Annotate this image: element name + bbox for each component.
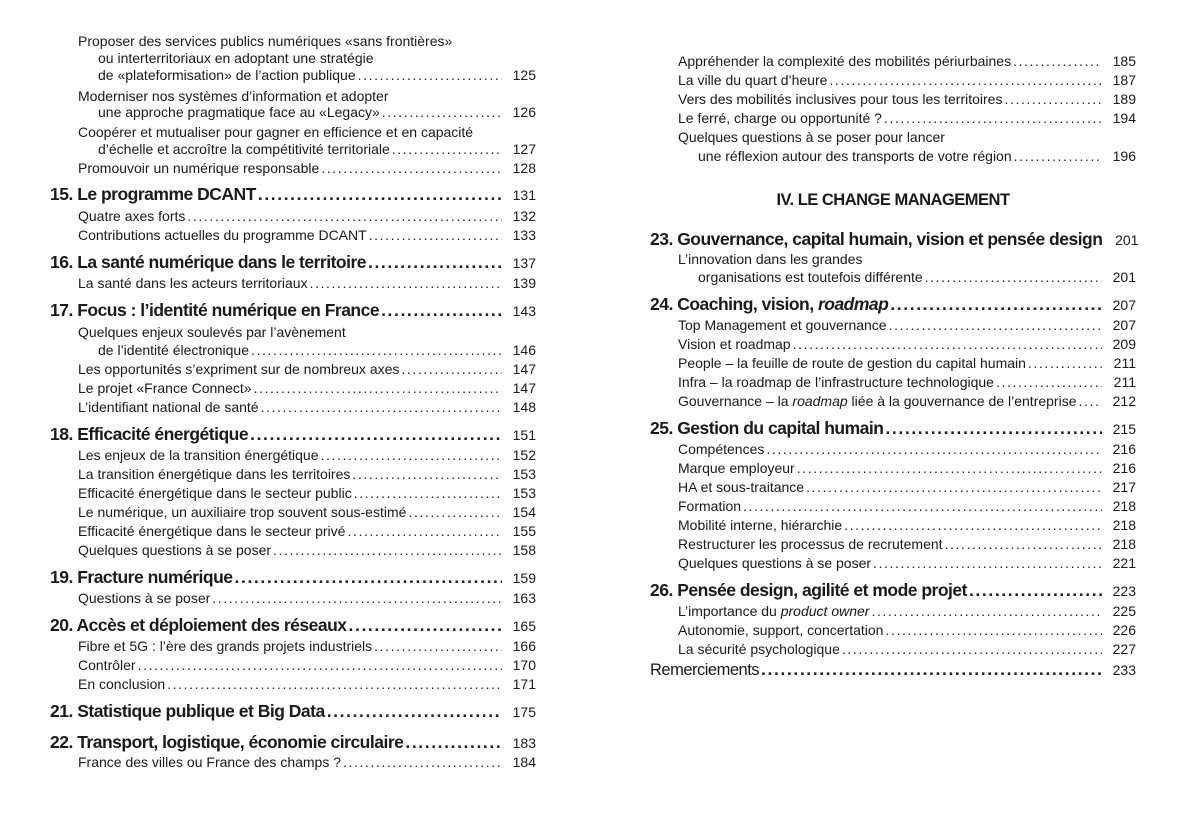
page-number: 209 xyxy=(1112,336,1136,352)
dot-leader xyxy=(343,755,502,769)
dot-leader xyxy=(890,296,1102,314)
toc-subentry[interactable] xyxy=(50,362,536,376)
entry-title: d’échelle et accroître la compétitivité territoriale xyxy=(98,141,390,157)
toc-entry-line: Proposer des services publics numériques «sans frontières» xyxy=(78,33,453,49)
dot-leader xyxy=(321,161,502,175)
entry-title: de l’identité électronique xyxy=(98,342,249,358)
entry-title: Le numérique, un auxiliaire trop souvent sous-estimé xyxy=(78,504,407,520)
page-number: 147 xyxy=(512,380,536,396)
page-number: 211 xyxy=(1113,355,1136,371)
entry-title: Formation xyxy=(678,498,742,514)
toc-chapter[interactable] xyxy=(650,582,1136,600)
dot-leader xyxy=(381,302,502,320)
dot-leader xyxy=(251,343,502,357)
dot-leader xyxy=(806,480,1102,494)
dot-leader xyxy=(401,362,502,376)
toc-subentry[interactable] xyxy=(650,149,1136,163)
toc-subentry[interactable] xyxy=(50,142,536,156)
toc-chapter[interactable] xyxy=(650,296,1136,314)
page-number: 196 xyxy=(1112,148,1136,164)
chapter-title: 21. Statistique publique et Big Data xyxy=(50,701,325,721)
chapter-title: 17. Focus : l’identité numérique en France xyxy=(50,300,380,320)
page-number: 132 xyxy=(512,208,536,224)
toc-chapter[interactable] xyxy=(650,420,1136,438)
toc-subentry[interactable] xyxy=(50,228,536,242)
page-number: 201 xyxy=(1112,269,1136,285)
section-title: IV. LE CHANGE MANAGEMENT xyxy=(776,191,1010,209)
toc-chapter[interactable] xyxy=(50,734,536,752)
toc-chapter[interactable] xyxy=(50,426,536,444)
entry-title: organisations est toutefois différente xyxy=(698,269,923,285)
dot-leader xyxy=(273,543,502,557)
page-number: 125 xyxy=(512,67,536,83)
entry-title: Fibre et 5G : l’ère des grands projets industriels xyxy=(78,638,373,654)
toc-subentry[interactable] xyxy=(650,318,1136,332)
dot-leader xyxy=(167,677,502,691)
entry-title: Vision et roadmap xyxy=(678,336,791,352)
toc-subentry[interactable] xyxy=(50,448,536,462)
page-number: 183 xyxy=(512,735,536,751)
page-number: 152 xyxy=(512,447,536,463)
page-number: 154 xyxy=(512,504,536,520)
toc-subentry[interactable] xyxy=(50,505,536,519)
page-number: 151 xyxy=(512,427,536,443)
entry-title: Efficacité énergétique dans le secteur privé xyxy=(78,523,346,539)
dot-leader xyxy=(354,486,502,500)
page-number: 221 xyxy=(1112,555,1136,571)
page-number: 216 xyxy=(1112,460,1136,476)
dot-leader xyxy=(873,556,1102,570)
entry-title: une approche pragmatique face au «Legacy» xyxy=(98,104,380,120)
dot-leader xyxy=(842,642,1102,656)
page-number: 185 xyxy=(1112,53,1136,69)
toc-chapter[interactable] xyxy=(50,186,536,204)
toc-entry-line: ou interterritoriaux en adoptant une stratégie xyxy=(98,50,374,66)
toc-subentry[interactable] xyxy=(50,591,536,605)
entry-title: Contrôler xyxy=(78,657,136,673)
toc-chapter[interactable] xyxy=(650,661,1136,679)
toc-subentry[interactable] xyxy=(650,337,1136,351)
dot-leader xyxy=(138,658,502,672)
dot-leader xyxy=(408,505,502,519)
page-number: 170 xyxy=(512,657,536,673)
chapter-title: 24. Coaching, vision, roadmap xyxy=(650,294,889,314)
toc-entry-line: Quelques questions à se poser pour lancer xyxy=(678,129,945,145)
page-number: 126 xyxy=(512,104,536,120)
entry-title: La sécurité psychologique xyxy=(678,641,840,657)
entry-title: Infra – la roadmap de l’infrastructure technologique xyxy=(678,374,994,390)
page-number: 155 xyxy=(512,523,536,539)
entry-title: People – la feuille de route de gestion du capital humain xyxy=(678,355,1026,371)
entry-title: Le ferré, charge ou opportunité ? xyxy=(678,110,882,126)
dot-leader xyxy=(945,537,1102,551)
toc-subentry[interactable] xyxy=(50,161,536,175)
dot-leader xyxy=(885,420,1102,438)
entry-title: La transition énergétique dans les territoires xyxy=(78,466,351,482)
page-number: 218 xyxy=(1112,498,1136,514)
dot-leader xyxy=(969,582,1102,600)
dot-leader xyxy=(258,186,502,204)
page-number: 146 xyxy=(512,342,536,358)
page-number: 227 xyxy=(1112,641,1136,657)
toc-subentry[interactable] xyxy=(650,111,1136,125)
page-number: 207 xyxy=(1112,297,1136,313)
toc-subentry[interactable] xyxy=(50,209,536,223)
page-number: 131 xyxy=(512,187,536,203)
page-number: 165 xyxy=(512,618,536,634)
page-number: 159 xyxy=(512,570,536,586)
toc-entry-line: Moderniser nos systèmes d’information et adopter xyxy=(78,88,389,104)
toc-subentry[interactable] xyxy=(50,486,536,500)
entry-title: Efficacité énergétique dans le secteur public xyxy=(78,485,352,501)
toc-subentry[interactable] xyxy=(50,381,536,395)
toc-entry-line: L’innovation dans les grandes xyxy=(678,251,863,267)
page-number: 184 xyxy=(512,754,536,770)
page-number: 158 xyxy=(512,542,536,558)
toc-subentry[interactable] xyxy=(650,375,1136,389)
page-number: 153 xyxy=(512,466,536,482)
toc-subentry[interactable] xyxy=(650,480,1136,494)
dot-leader xyxy=(368,254,502,272)
dot-leader xyxy=(187,209,502,223)
toc-subentry[interactable] xyxy=(50,467,536,481)
page-number: 226 xyxy=(1112,622,1136,638)
page-number: 163 xyxy=(512,590,536,606)
toc-subentry[interactable] xyxy=(50,105,536,119)
toc-subentry[interactable] xyxy=(50,524,536,538)
page-number: 225 xyxy=(1112,603,1136,619)
toc-subentry[interactable] xyxy=(650,537,1136,551)
dot-leader xyxy=(212,591,502,605)
entry-title: Questions à se poser xyxy=(78,590,211,606)
entry-title: de «plateformisation» de l’action publique xyxy=(98,67,356,83)
entry-title: Quelques questions à se poser xyxy=(78,542,272,558)
toc-chapter[interactable] xyxy=(50,569,536,587)
dot-leader xyxy=(889,318,1102,332)
dot-leader xyxy=(250,426,502,444)
entry-title: Contributions actuelles du programme DCANT xyxy=(78,227,367,243)
toc-subentry[interactable] xyxy=(650,499,1136,513)
chapter-title: 19. Fracture numérique xyxy=(50,567,233,587)
toc-subentry[interactable] xyxy=(650,604,1136,618)
page-number: 216 xyxy=(1112,441,1136,457)
entry-title: Vers des mobilités inclusives pour tous les territoires xyxy=(678,91,1003,107)
toc-subentry[interactable] xyxy=(650,270,1136,284)
page-number: 166 xyxy=(512,638,536,654)
page-number: 147 xyxy=(512,361,536,377)
page-number: 201 xyxy=(1115,232,1139,248)
dot-leader xyxy=(829,73,1102,87)
chapter-title: 23. Gouvernance, capital humain, vision et pensée design xyxy=(650,229,1103,249)
entry-title: France des villes ou France des champs ? xyxy=(78,754,342,770)
entry-title: Le projet «France Connect» xyxy=(78,380,252,396)
entry-title: Appréhender la complexité des mobilités périurbaines xyxy=(678,53,1012,69)
chapter-title: 20. Accès et déploiement des réseaux xyxy=(50,615,347,635)
chapter-title: 18. Efficacité énergétique xyxy=(50,424,249,444)
dot-leader xyxy=(884,111,1102,125)
entry-title: Autonomie, support, concertation xyxy=(678,622,884,638)
page-number: 133 xyxy=(512,227,536,243)
entry-title: Gouvernance – la roadmap liée à la gouvernance de l’entreprise xyxy=(678,393,1077,409)
toc-chapter[interactable] xyxy=(650,229,1139,249)
page-number: 207 xyxy=(1112,317,1136,333)
toc-chapter[interactable] xyxy=(50,703,536,721)
entry-title: Compétences xyxy=(678,441,765,457)
toc-subentry[interactable] xyxy=(50,400,536,414)
dot-leader xyxy=(349,617,502,635)
toc-subentry[interactable] xyxy=(650,394,1136,408)
dot-leader xyxy=(797,461,1102,475)
toc-subentry[interactable] xyxy=(650,54,1136,68)
page-number: 233 xyxy=(1112,662,1136,678)
chapter-title: 26. Pensée design, agilité et mode projet xyxy=(650,580,967,600)
dot-leader xyxy=(235,569,502,587)
toc-subentry[interactable] xyxy=(50,543,536,557)
chapter-title: 25. Gestion du capital humain xyxy=(650,418,884,438)
entry-title: Les opportunités s’expriment sur de nombreux axes xyxy=(78,361,400,377)
toc-subentry[interactable] xyxy=(650,356,1136,370)
dot-leader xyxy=(925,270,1102,284)
toc-subentry[interactable] xyxy=(650,442,1136,456)
toc-subentry[interactable] xyxy=(650,642,1136,656)
page-number: 217 xyxy=(1112,479,1136,495)
dot-leader xyxy=(358,68,502,82)
page-number: 187 xyxy=(1112,72,1136,88)
dot-leader xyxy=(761,661,1102,679)
entry-title: La ville du quart d’heure xyxy=(678,72,828,88)
page-number: 148 xyxy=(512,399,536,415)
entry-title: Top Management et gouvernance xyxy=(678,317,887,333)
entry-title: une réflexion autour des transports de votre région xyxy=(698,148,1012,164)
dot-leader xyxy=(405,734,502,752)
toc-subentry[interactable] xyxy=(50,276,536,290)
entry-title: Mobilité interne, hiérarchie xyxy=(678,517,843,533)
dot-leader xyxy=(1028,356,1102,370)
dot-leader xyxy=(310,276,502,290)
page-number: 127 xyxy=(512,141,536,157)
dot-leader xyxy=(352,467,502,481)
dot-leader xyxy=(793,337,1102,351)
page-number: 171 xyxy=(512,676,536,692)
entry-title: L’identifiant national de santé xyxy=(78,399,259,415)
page-number: 215 xyxy=(1112,421,1136,437)
chapter-title: 15. Le programme DCANT xyxy=(50,184,256,204)
dot-leader xyxy=(844,518,1102,532)
chapter-title: 22. Transport, logistique, économie circulaire xyxy=(50,732,404,752)
toc-subentry[interactable] xyxy=(50,68,536,82)
toc-subentry[interactable] xyxy=(50,658,536,672)
dot-leader xyxy=(766,442,1102,456)
dot-leader xyxy=(382,105,502,119)
page-number: 128 xyxy=(512,160,536,176)
dot-leader xyxy=(327,703,502,721)
dot-leader xyxy=(261,400,502,414)
dot-leader xyxy=(347,524,502,538)
toc-entry-line: Coopérer et mutualiser pour gagner en efficience et en capacité xyxy=(78,124,474,140)
dot-leader xyxy=(743,499,1102,513)
toc-subentry[interactable] xyxy=(650,623,1136,637)
dot-leader xyxy=(392,142,502,156)
page-number: 212 xyxy=(1112,393,1136,409)
dot-leader xyxy=(996,375,1102,389)
entry-title: Promouvoir un numérique responsable xyxy=(78,160,320,176)
entry-title: En conclusion xyxy=(78,676,166,692)
page-number: 143 xyxy=(512,303,536,319)
page-number: 211 xyxy=(1113,374,1136,390)
dot-leader xyxy=(871,604,1102,618)
page-number: 139 xyxy=(512,275,536,291)
entry-title: L’importance du product owner xyxy=(678,603,870,619)
toc-subentry[interactable] xyxy=(50,343,536,357)
dot-leader xyxy=(1014,149,1102,163)
toc-chapter[interactable] xyxy=(50,254,536,272)
chapter-title: 16. La santé numérique dans le territoire xyxy=(50,252,366,272)
dot-leader xyxy=(1013,54,1102,68)
toc-subentry[interactable] xyxy=(650,556,1136,570)
toc-chapter[interactable] xyxy=(50,617,536,635)
page-number: 218 xyxy=(1112,517,1136,533)
dot-leader xyxy=(369,228,502,242)
entry-title: Les enjeux de la transition énergétique xyxy=(78,447,319,463)
dot-leader xyxy=(374,639,502,653)
page-number: 153 xyxy=(512,485,536,501)
chapter-title: Remerciements xyxy=(650,661,760,679)
entry-title: Quatre axes forts xyxy=(78,208,186,224)
dot-leader xyxy=(1004,92,1102,106)
dot-leader xyxy=(1078,394,1102,408)
page-number: 194 xyxy=(1112,110,1136,126)
dot-leader xyxy=(254,381,502,395)
toc-subentry[interactable] xyxy=(650,461,1136,475)
entry-title: Marque employeur xyxy=(678,460,795,476)
entry-title: Restructurer les processus de recrutement xyxy=(678,536,943,552)
page-number: 137 xyxy=(512,255,536,271)
dot-leader xyxy=(885,623,1102,637)
toc-subentry[interactable] xyxy=(650,73,1136,87)
page-number: 189 xyxy=(1112,91,1136,107)
dot-leader xyxy=(321,448,502,462)
toc-subentry[interactable] xyxy=(50,639,536,653)
page-number: 218 xyxy=(1112,536,1136,552)
entry-title: HA et sous-traitance xyxy=(678,479,805,495)
toc-chapter[interactable] xyxy=(50,302,536,320)
entry-title: Quelques questions à se poser xyxy=(678,555,872,571)
toc-entry-line: Quelques enjeux soulevés par l’avènement xyxy=(78,324,346,340)
page-number: 223 xyxy=(1112,583,1136,599)
entry-title: La santé dans les acteurs territoriaux xyxy=(78,275,308,291)
page-number: 175 xyxy=(512,704,536,720)
toc-subentry[interactable] xyxy=(650,518,1136,532)
toc-subentry[interactable] xyxy=(50,755,536,769)
toc-subentry[interactable] xyxy=(50,677,536,691)
toc-subentry[interactable] xyxy=(650,92,1136,106)
